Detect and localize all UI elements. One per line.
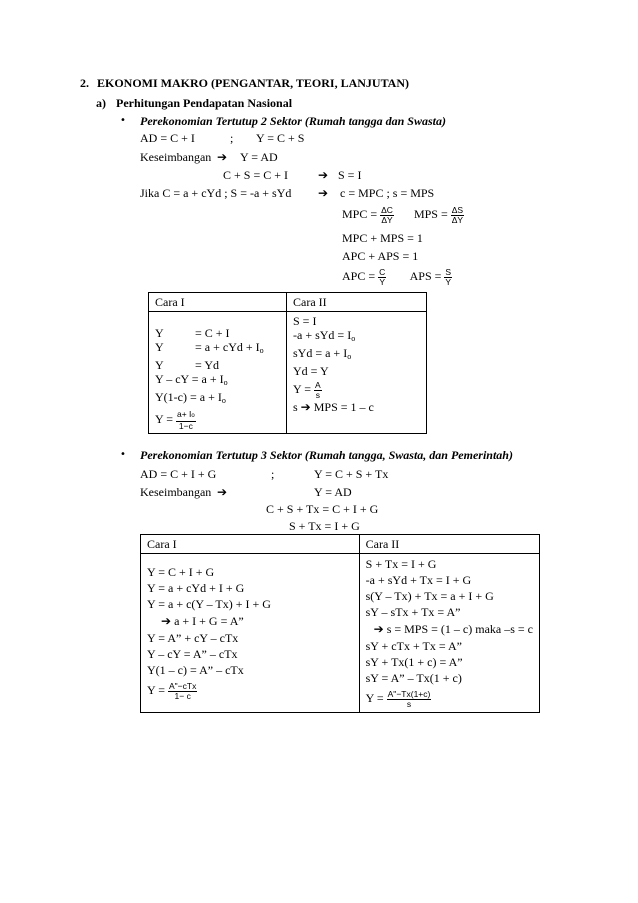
mpc-fraction	[380, 206, 394, 225]
apc-fraction	[378, 268, 386, 287]
s2c2-line4: Yd = Y	[293, 364, 329, 378]
aps-num: S	[445, 266, 452, 277]
s2c2-line6: s ➔ MPS = 1 – c	[293, 400, 374, 414]
sector2-table-head-cara1: Cara I	[149, 293, 287, 312]
sector3-eq1: Y = AD	[314, 485, 352, 499]
bullet-icon: •	[120, 115, 126, 126]
mpc-num: ΔC	[381, 204, 393, 215]
s3c2-line2: -a + sYd + Tx = I + G	[365, 573, 472, 587]
bullet-icon: •	[120, 449, 126, 460]
sector3-table-cara2	[359, 554, 539, 713]
sector2-eq2b: S = I	[338, 168, 362, 182]
arrow-right-icon: ➔	[217, 485, 228, 499]
arrow-right-icon: ➔	[318, 168, 329, 182]
apc-label: APC =	[342, 269, 376, 283]
sector2-eq2: C + S = C + I	[223, 168, 288, 182]
mps-label: MPS =	[413, 207, 448, 221]
s2c1-line3: Y = Yd	[155, 358, 219, 372]
s2c2-line1: S = I	[293, 314, 317, 328]
s3c1-line6: Y – cY = A” – cTx	[147, 647, 238, 661]
arrow-right-icon: ➔	[373, 622, 384, 636]
sector3-ad-left: AD = C + I + G	[140, 467, 217, 481]
s3c2-line4: sY – sTx + Tx = A”	[365, 605, 461, 619]
sector2-jika: Jika C = a + cYd ; S = -a + sYd	[140, 186, 292, 200]
sector2-keseimbangan: Keseimbangan	[140, 150, 212, 164]
sector3-table-cara1	[141, 554, 360, 713]
aps-label: APS =	[409, 269, 442, 283]
s2c1-fraction: $\frac{a+ Io}{1-c}$	[177, 408, 195, 431]
sector3-table	[140, 534, 540, 713]
s3c1-line3: Y = a + c(Y – Tx) + I + G	[147, 597, 271, 611]
arrow-right-icon: ➔	[300, 400, 311, 414]
s3c2-line9: Y = $\frac{A"-Tx(1+c)}{s}$	[365, 688, 431, 709]
apc-den: Y	[379, 276, 386, 287]
arrow-right-icon: ➔	[318, 186, 329, 200]
s3c2-line1: S + Tx = I + G	[365, 557, 437, 571]
s2c2-line2: -a + sYd = $I_o$	[293, 328, 356, 343]
arrow-right-icon: ➔	[161, 614, 172, 628]
sector2-table-head-cara2: Cara II	[287, 293, 427, 312]
apc-num: C	[379, 266, 386, 277]
sector2-eq1: Y = AD	[240, 150, 278, 164]
sector3-title: Perekonomian Tertutup 3 Sektor (Rumah tangga, Swasta, dan Pemerintah)	[140, 448, 513, 462]
s3c2-fraction: $\frac{A"-Tx(1+c)}{s}$	[387, 688, 431, 709]
sector3-table-head-cara1: Cara I	[141, 535, 360, 554]
sector2-title: Perekonomian Tertutup 2 Sektor (Rumah tangga dan Swasta)	[140, 114, 446, 128]
s3c1-line7: Y(1 – c) = A” – cTx	[147, 663, 244, 677]
s2c2-line5: Y = $\frac{A}{s}$	[293, 379, 321, 400]
sector2-ad-right: Y = C + S	[256, 131, 305, 145]
sector2-ad-left: AD = C + I	[140, 131, 195, 145]
arrow-right-icon: ➔	[217, 150, 228, 164]
mpc-den: ΔY	[381, 214, 393, 225]
mps-fraction	[451, 206, 464, 225]
s3c1-line8: Y = $\frac{\text{A"−cTx}}{1- c}$	[147, 680, 197, 701]
s2c1-line1: Y = C + I	[155, 326, 230, 340]
sector3-ad-sep: ;	[271, 467, 275, 481]
mps-num: ΔS	[451, 204, 464, 215]
s3c2-line5: ➔ s = MPS = (1 – c) maka –s = c	[373, 622, 533, 636]
s2c2-line3: sYd = $a + I_o$	[293, 346, 352, 361]
sector3-table-head-cara2: Cara II	[359, 535, 539, 554]
mps-den: ΔY	[451, 214, 464, 225]
s3c1-line4: ➔ a + I + G = A”	[161, 614, 244, 628]
subsection-title: Perhitungan Pendapatan Nasional	[116, 96, 293, 110]
s3c1-line1: Y = C + I + G	[147, 565, 215, 579]
s3c2-line7: sY + Tx(1 + c) = A”	[365, 655, 463, 669]
s2c1-line5: $Y(1-c) = a + I_o$	[155, 390, 226, 405]
s3c2-line8: sY = A” – Tx(1 + c)	[365, 671, 462, 685]
sector2-ad-sep: ;	[230, 131, 234, 145]
section-number: 2.	[80, 76, 89, 90]
s2c1-line6: Y = $\frac{a+ Io}{1-c}$	[155, 408, 195, 431]
section-title: EKONOMI MAKRO (PENGANTAR, TEORI, LANJUTAN)	[97, 76, 410, 90]
sector2-table-cara1	[149, 312, 287, 434]
s3c2-line3: s(Y – Tx) + Tx = a + I + G	[365, 589, 494, 603]
subsection-letter: a)	[96, 96, 106, 110]
mpc-mps-sum: MPC + MPS = 1	[342, 231, 423, 245]
sector2-table	[148, 292, 427, 434]
apc-formula	[342, 265, 452, 287]
s2c2-fraction: $\frac{A}{s}$	[315, 379, 321, 400]
aps-fraction	[444, 268, 452, 287]
sector3-ad-right: Y = C + S + Tx	[314, 467, 389, 481]
sector2-table-cara2	[287, 312, 427, 434]
s2c1-line4: Y – cY = $a + I_o$	[155, 372, 228, 387]
s3c1-line5: Y = A” + cY – cTx	[147, 631, 239, 645]
sector2-jika-result: c = MPC ; s = MPS	[340, 186, 435, 200]
s3c2-line6: sY + cTx + Tx = A”	[365, 639, 462, 653]
s3c1-fraction: $\frac{\text{A"−cTx}}{1- c}$	[169, 680, 197, 701]
apc-aps-sum: APC + APS = 1	[342, 249, 419, 263]
s3c1-line2: Y = a + cYd + I + G	[147, 581, 245, 595]
mpc-formula	[342, 203, 464, 225]
sector3-eq3: S + Tx = I + G	[289, 519, 360, 533]
sector3-keseimbangan: Keseimbangan	[140, 485, 212, 499]
sector3-eq2: C + S + Tx = C + I + G	[266, 502, 379, 516]
s2c1-line2: Y = a + cYd + $I_o$	[155, 340, 264, 355]
aps-den: Y	[445, 276, 452, 287]
mpc-label: MPC =	[342, 207, 378, 221]
